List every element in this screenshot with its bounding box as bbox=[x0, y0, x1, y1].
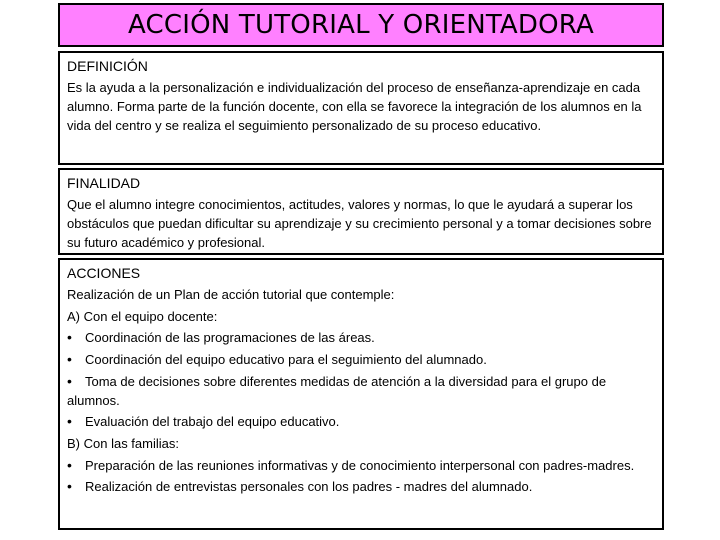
list-item: • Coordinación del equipo educativo para el seguimiento del alumnado. bbox=[67, 349, 656, 371]
finalidad-heading: FINALIDAD bbox=[67, 175, 141, 191]
definicion-section bbox=[58, 51, 664, 165]
acciones-heading: ACCIONES bbox=[67, 265, 141, 281]
list-item: • Preparación de las reuniones informativas y de conocimiento interpersonal con padres-madres. bbox=[67, 457, 635, 473]
finalidad-text: Que el alumno integre conocimientos, actitudes, valores y normas, lo que le ayudará a superar los obstáculos que puedan dificultar su aprendizaje y su crecimiento personal y a tomar decisiones sobre su futuro académico y profesional. bbox=[67, 197, 652, 250]
list-item: • Evaluación del trabajo del equipo educativo. bbox=[67, 411, 656, 433]
bullet-icon: • bbox=[67, 373, 72, 389]
finalidad-section bbox=[58, 168, 664, 255]
definicion-heading: DEFINICIÓN bbox=[67, 58, 148, 74]
definicion-text: Es la ayuda a la personalización e individualización del proceso de enseñanza-aprendizaje en cada alumno. Forma parte de la función docente, con ella se favorece la integración de los alumnos en la vida del centro y se realiza el seguimiento personalizado de su proceso educativo. bbox=[67, 80, 642, 133]
list-item: • Toma de decisiones sobre diferentes medidas de atención a la diversidad para el grupo de alumnos. bbox=[67, 373, 607, 408]
acciones-section bbox=[58, 258, 664, 530]
group-b-label: B) Con las familias: bbox=[67, 435, 179, 451]
list-item: • Coordinación de las programaciones de las áreas. bbox=[67, 327, 656, 349]
bullet-icon: • bbox=[67, 329, 72, 345]
bullet-icon: • bbox=[67, 478, 72, 494]
bullet-icon: • bbox=[67, 457, 72, 473]
list-item: • Realización de entrevistas personales con los padres - madres del alumnado. bbox=[67, 476, 656, 498]
acciones-intro: Realización de un Plan de acción tutorial que contemple: bbox=[67, 287, 395, 302]
bullet-icon: • bbox=[67, 350, 72, 367]
document-frame bbox=[58, 3, 664, 527]
group-a-label: A) Con el equipo docente: bbox=[67, 308, 218, 324]
page-title: ACCIÓN TUTORIAL Y ORIENTADORA bbox=[58, 3, 664, 47]
bullet-icon: • bbox=[67, 413, 72, 429]
